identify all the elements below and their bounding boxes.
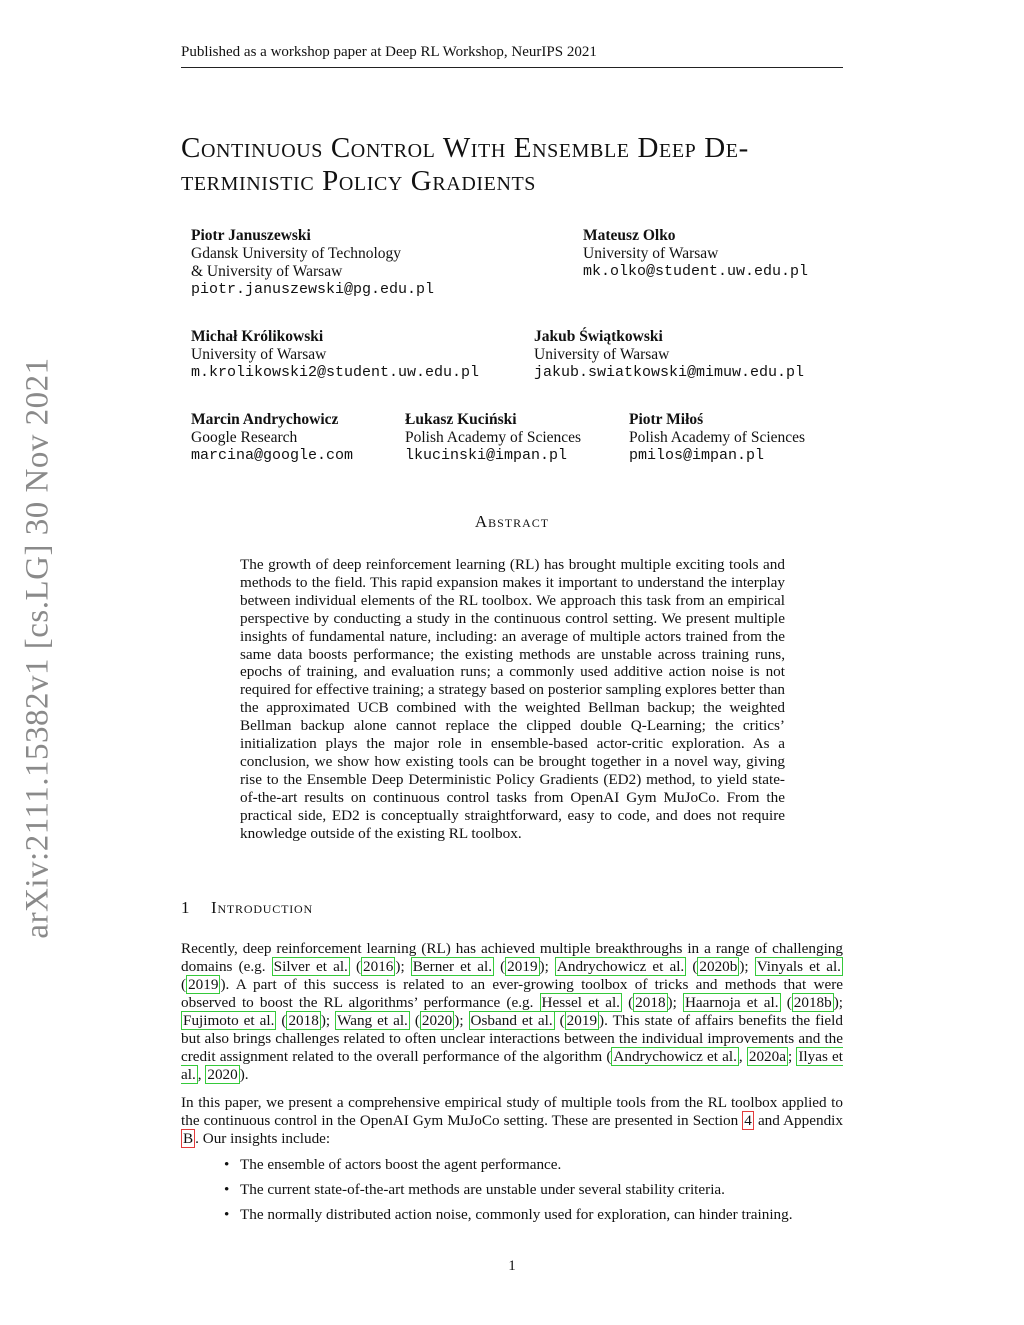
author-affiliation: University of Warsaw bbox=[583, 245, 719, 262]
author-email: marcina@google.com bbox=[191, 447, 354, 464]
citation-link[interactable]: Hessel et al. bbox=[541, 994, 620, 1011]
citation-link[interactable]: Andrychowicz et al. bbox=[556, 958, 685, 975]
author-email: piotr.januszewski@pg.edu.pl bbox=[191, 281, 435, 298]
citation-year-link[interactable]: 2020 bbox=[207, 1066, 238, 1083]
author-affiliation: Polish Academy of Sciences bbox=[405, 429, 582, 446]
author-email: jakub.swiatkowski@mimuw.edu.pl bbox=[534, 364, 805, 381]
author-name: Jakub Świątkowski bbox=[534, 328, 663, 345]
intro-paragraph-1: Recently, deep reinforcement learning (RL) has achieved multiple breakthroughs in a range of challenging domains (e.g. Silver et al. ( 2016 ); Berner et al. ( 2019 ); Andrychowicz et al. ( 2020b ); Vinyals et al. ( 2019 ). A part of this success is related to an ever-growing toolbox of tricks and methods that were observed to boost the RL algorithms’ performance (e.g. Hessel et al. ( 2018 ); Haarnoja et al. ( 2018b ); Fujimoto et al. ( 2018 ); Wang et al. ( 2020 ); Osband et al. ( 2019 ). This state of affairs benefits the field but also brings challenges related to often unclear interactions between the individual improvements and the credit assignment related to the overall performance of the algorithm ( Andrychowicz et al. , 2020a ; Ilyas et al. , 2020 ). bbox=[181, 940, 844, 1083]
citation-year-link[interactable]: 2020a bbox=[748, 1048, 786, 1065]
author-name: Piotr Januszewski bbox=[191, 227, 311, 244]
list-item: • The ensemble of actors boost the agent performance. bbox=[220, 1156, 860, 1174]
title-line-1: Continuous Control With Ensemble Deep De- bbox=[181, 132, 749, 164]
citation-link[interactable]: Vinyals et al. bbox=[756, 958, 841, 975]
section-number: 1 bbox=[181, 898, 190, 917]
author-affiliation: Polish Academy of Sciences bbox=[629, 429, 806, 446]
author-name: Michał Królikowski bbox=[191, 328, 324, 345]
citation-link[interactable]: Andrychowicz et al. bbox=[613, 1048, 737, 1065]
author-affiliation: Gdansk University of Technology bbox=[191, 245, 401, 262]
arxiv-stamp-text: arXiv:2111.15382v1 [cs.LG] 30 Nov 2021 bbox=[19, 357, 56, 939]
author-block bbox=[629, 411, 805, 465]
citation-year-link[interactable]: 2018b bbox=[793, 994, 832, 1011]
appendix-ref-link[interactable]: B bbox=[183, 1130, 194, 1147]
text-run: Recently, deep reinforcement learning (RL) has achieved multiple breakthroughs in a range of challenging domains (e.g. bbox=[181, 940, 843, 975]
text-run: ). bbox=[239, 1066, 249, 1083]
author-affiliation: University of Warsaw bbox=[534, 346, 670, 363]
citation-link[interactable]: Ilyas et al. bbox=[181, 1048, 844, 1083]
section-heading-introduction bbox=[181, 898, 313, 918]
intro-paragraph-2 bbox=[181, 1094, 843, 1148]
author-affiliation: & University of Warsaw bbox=[191, 263, 343, 280]
citation-link[interactable]: Fujimoto et al. bbox=[183, 1012, 275, 1029]
text-run: ). This state of affairs benefits the field but also brings challenges related to often unclear interactions between the individual improvements and the credit assignment related to the overall performance of the algorithm ( bbox=[181, 1012, 843, 1065]
author-affiliation: University of Warsaw bbox=[191, 346, 327, 363]
section-title: Introduction bbox=[211, 898, 313, 917]
abstract-body: The growth of deep reinforcement learning (RL) has brought multiple exciting tools and methods to the field. This rapid expansion makes it important to understand the interplay between individual elements of the RL toolbox. We approach this task from an empirical perspective by conducting a study in the continuous control setting. We present multiple insights of fundamental nature, including: an average of multiple actors trained from the same data boosts performance; the existing methods are unstable across training runs, epochs of training, and evaluation runs; a commonly used additive action noise is not required for effective training; a strategy based on posterior sampling explores better than the approximated UCB combined with the weighted Bellman backup; the weighted Bellman backup alone cannot replace the clipped double Q-Learning; the critics’ initialization plays the major role in ensemble-based actor-critic exploration. As a conclusion, we show how existing tools can be brought together in a novel way, giving rise to the Ensemble Deep Deterministic Policy Gradients (ED2) method, to yield state-of-the-art results on continuous control tasks from OpenAI Gym MuJoCo. From the practical side, ED2 is conceptually straightforward, easy to code, and does not require knowledge outside of the existing RL toolbox. bbox=[240, 556, 785, 842]
paper-title bbox=[181, 132, 851, 198]
citation-year-link[interactable]: 2019 bbox=[188, 976, 219, 993]
author-email: mk.olko@student.uw.edu.pl bbox=[583, 263, 809, 280]
text-run: ). A part of this success is related to an ever-growing toolbox of tricks and methods that were observed to boost the RL algorithms’ performance (e.g. bbox=[181, 976, 843, 1011]
author-block bbox=[405, 411, 581, 465]
citation-link[interactable]: Osband et al. bbox=[470, 1012, 553, 1029]
author-block bbox=[191, 227, 434, 299]
author-block bbox=[191, 328, 479, 382]
title-line-2: terministic Policy Gradients bbox=[181, 165, 537, 197]
citation-year-link[interactable]: 2019 bbox=[566, 1012, 598, 1029]
author-email: m.krolikowski2@student.uw.edu.pl bbox=[191, 364, 480, 381]
text-run: . Our insights include: bbox=[195, 1130, 331, 1147]
author-block bbox=[583, 227, 808, 281]
author-email: pmilos@impan.pl bbox=[629, 447, 765, 464]
author-block bbox=[191, 411, 353, 465]
citation-year-link[interactable]: 2020b bbox=[699, 958, 738, 975]
text-run: and Appendix bbox=[753, 1112, 843, 1129]
running-header: Published as a workshop paper at Deep RL Workshop, NeurIPS 2021 bbox=[181, 44, 843, 68]
citation-link[interactable]: Wang et al. bbox=[337, 1012, 408, 1029]
author-block bbox=[534, 328, 804, 382]
citation-link[interactable]: Silver et al. bbox=[273, 958, 348, 975]
author-affiliation: Google Research bbox=[191, 429, 298, 446]
author-email: lkucinski@impan.pl bbox=[405, 447, 568, 464]
citation-link[interactable]: Haarnoja et al. bbox=[684, 994, 779, 1011]
author-name: Łukasz Kuciński bbox=[405, 411, 517, 428]
list-item: • The current state-of-the-art methods are unstable under several stability criteria. bbox=[220, 1181, 860, 1199]
author-name: Mateusz Olko bbox=[583, 227, 676, 244]
abstract-heading: Abstract bbox=[474, 512, 550, 531]
citation-year-link[interactable]: 2020 bbox=[421, 1012, 453, 1029]
citation-year-link[interactable]: 2019 bbox=[507, 958, 538, 975]
citation-link[interactable]: Berner et al. bbox=[412, 958, 492, 975]
citation-year-link[interactable]: 2018 bbox=[635, 994, 666, 1011]
citation-year-link[interactable]: 2016 bbox=[363, 958, 394, 975]
author-name: Piotr Miłoś bbox=[629, 411, 704, 428]
arxiv-stamp bbox=[18, 348, 58, 948]
section-ref-link[interactable]: 4 bbox=[744, 1112, 752, 1129]
author-name: Marcin Andrychowicz bbox=[191, 411, 339, 428]
text-run: In this paper, we present a comprehensive empirical study of multiple tools from the RL toolbox applied to the continuous control in the OpenAI Gym MuJoCo setting. These are presented in Section bbox=[181, 1094, 843, 1129]
citation-year-link[interactable]: 2018 bbox=[288, 1012, 319, 1029]
page-number: 1 bbox=[508, 1258, 516, 1274]
insights-list bbox=[220, 1156, 860, 1231]
list-item: • The normally distributed action noise, commonly used for exploration, can hinder training. bbox=[220, 1206, 860, 1224]
